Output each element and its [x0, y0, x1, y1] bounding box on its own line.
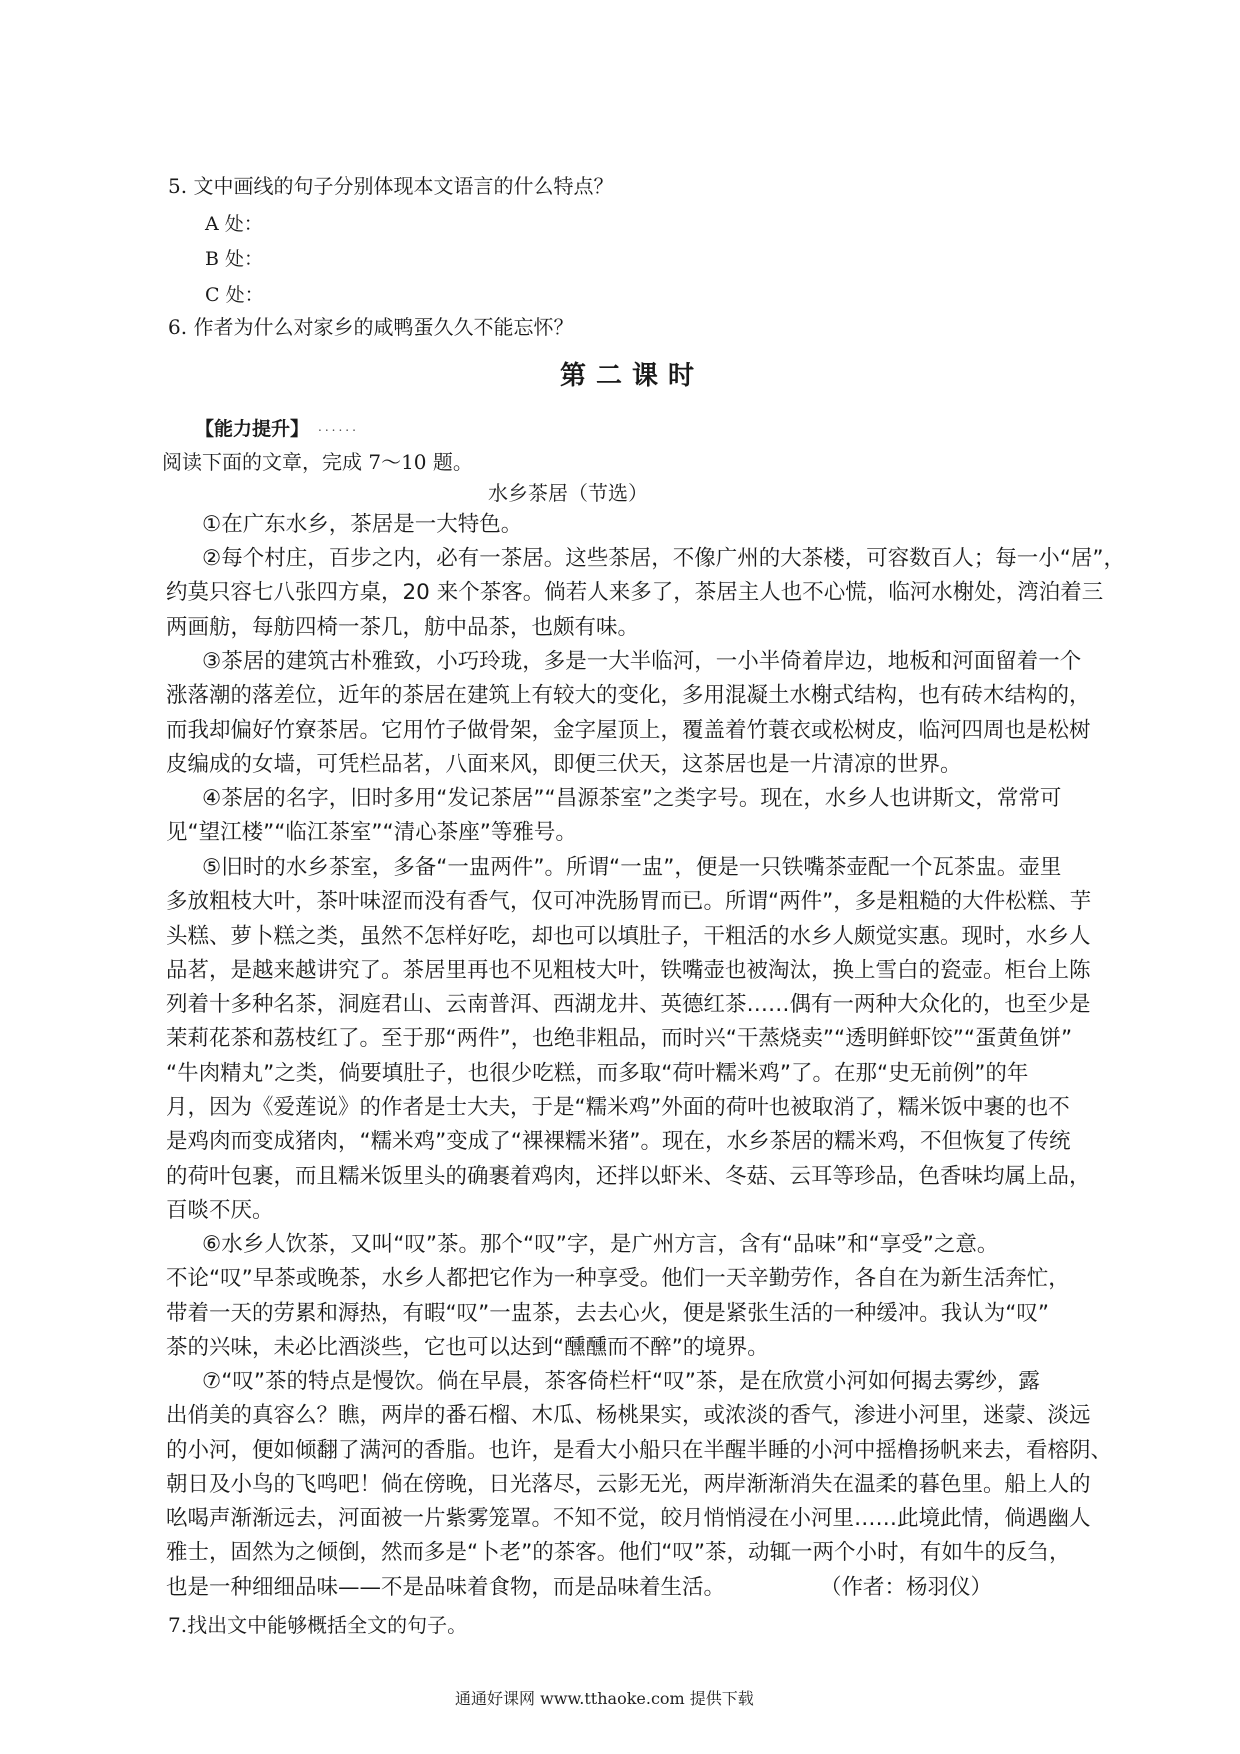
paragraph-line: 涨落潮的落差位，近年的茶居在建筑上有较大的变化，多用混凝土水榭式结构，也有砖木结构的， — [166, 683, 1091, 709]
paragraph-line: 不论“叹”早茶或晚茶，水乡人都把它作为一种享受。他们一天辛勤劳作，各自在为新生活奔忙， — [166, 1266, 1070, 1292]
paragraph-line: “牛肉精丸”之类，倘要填肚子，也很少吃糕，而多取“荷叶糯米鸡”了。在那“史无前例”的年 — [166, 1060, 1029, 1086]
paragraph-2 — [166, 542, 1125, 645]
paragraph-line: 皮编成的女墙，可凭栏品茗，八面来风，即便三伏天，这茶居也是一片清凉的世界。 — [166, 751, 962, 777]
paragraph-line: ⑤旧时的水乡茶室，多备“一盅两件”。所谓“一盅”，便是一只铁嘴茶壶配一个瓦茶盅。壶里 — [202, 855, 1062, 880]
paragraph-line: 多放粗枝大叶，茶叶味涩而没有香气，仅可冲洗肠胃而已。所谓“两件”，多是粗糙的大件松糕、芋 — [166, 889, 1092, 915]
lesson-title: 第二课时 — [560, 361, 705, 391]
paragraph-line: 也是一种细细品味——不是品味着食物，而是品味着生活。 — [166, 1574, 726, 1600]
paragraph-line: 茶的兴味，未必比酒淡些，它也可以达到“醺醺而不醉”的境界。 — [166, 1334, 769, 1360]
paragraph-line: 吆喝声渐渐远去，河面被一片紫雾笼罩。不知不觉，皎月悄悄浸在小河里……此境此情，倘遇幽人 — [166, 1506, 1091, 1532]
paragraph-line: 带着一天的劳累和溽热，有暇“叹”一盅茶，去去心火，便是紧张生活的一种缓冲。我认为“叹” — [166, 1300, 1050, 1326]
paragraph-line: ①在广东水乡，茶居是一大特色。 — [202, 512, 523, 537]
paragraph-line: 的小河，便如倾翻了满河的香脂。也许，是看大小船只在半醒半睡的小河中摇橹扬帆来去，看榕阴、 — [166, 1437, 1113, 1463]
paragraph-line: ⑥水乡人饮茶，又叫“叹”茶。那个“叹”字，是广州方言，含有“品味”和“享受”之意。 — [202, 1232, 999, 1257]
reading-instruction: 阅读下面的文章，完成 7～10 题。 — [162, 450, 473, 474]
answer-a-label: A 处： — [205, 213, 263, 235]
paragraph-line: 两画舫，每舫四椅一茶几，舫中品茶，也颇有味。 — [166, 614, 640, 640]
question-6: 6. 作者为什么对家乡的咸鸭蛋久久不能忘怀？ — [168, 315, 574, 339]
paragraph-3 — [166, 645, 1091, 782]
question-7: 7.找出文中能够概括全文的句子。 — [168, 1613, 468, 1637]
paragraph-line: 朝日及小鸟的飞鸣吧！倘在傍晚，日光落尽，云影无光，两岸渐渐消失在温柔的暮色里。船上人的 — [166, 1471, 1091, 1497]
question-5: 5. 文中画线的句子分别体现本文语言的什么特点？ — [168, 174, 614, 198]
paragraph-line: ③茶居的建筑古朴雅致，小巧玲珑，多是一大半临河，一小半倚着岸边，地板和河面留着一个 — [202, 649, 1082, 674]
paragraph-line: 头糕、萝卜糕之类，虽然不怎样好吃，却也可以填肚子，干粗活的水乡人颇觉实惠。现时，水乡人 — [166, 923, 1091, 949]
paragraph-1 — [202, 508, 522, 542]
paragraph-4 — [166, 782, 1061, 851]
paragraph-7 — [166, 1365, 1112, 1605]
paragraph-6 — [166, 1228, 1070, 1365]
footer-credit: 通通好课网 www.tthaoke.com 提供下载 — [455, 1689, 754, 1708]
paragraph-line: 月，因为《爱莲说》的作者是士大夫，于是“糯米鸡”外面的荷叶也被取消了，糯米饭中裹的也不 — [166, 1095, 1070, 1121]
paragraph-line: 百啖不厌。 — [166, 1197, 274, 1223]
article-author: （作者：杨羽仪） — [820, 1575, 993, 1600]
answer-c-label: C 处： — [205, 284, 264, 306]
paragraph-line: ④茶居的名字，旧时多用“发记茶居”“昌源茶室”之类字号。现在，水乡人也讲斯文，常常可 — [202, 786, 1062, 811]
paragraph-line: 出俏美的真容么？瞧，两岸的番石榴、木瓜、杨桃果实，或浓淡的香气，渗进小河里，迷蒙、淡远 — [166, 1403, 1091, 1429]
paragraph-line: 是鸡肉而变成猪肉，“糯米鸡”变成了“裸裸糯米猪”。现在，水乡茶居的糯米鸡，不但恢复了传统 — [166, 1129, 1071, 1155]
paragraph-line: 雅士，固然为之倾倒，然而多是“卜老”的茶客。他们“叹”茶，动辄一两个小时，有如牛的反刍， — [166, 1540, 1071, 1566]
paragraph-line: 列着十多种名茶，洞庭君山、云南普洱、西湖龙井、英德红茶……偶有一两种大众化的，也至少是 — [166, 992, 1091, 1018]
paragraph-5 — [166, 851, 1091, 1228]
paragraph-line: 茉莉花茶和荔枝红了。至于那“两件”，也绝非粗品，而时兴“干蒸烧卖”“透明鲜虾饺”“蛋黄鱼饼” — [166, 1026, 1073, 1052]
paragraph-line: ⑦“叹”茶的特点是慢饮。倘在早晨，茶客倚栏杆“叹”茶，是在欣赏小河如何揭去雾纱，露 — [202, 1369, 1040, 1394]
paragraph-line: 的荷叶包裹，而且糯米饭里头的确裹着鸡肉，还拌以虾米、冬菇、云耳等珍品，色香味均属上品， — [166, 1163, 1091, 1189]
paragraph-line: 见“望江楼”“临江茶室”“清心茶座”等雅号。 — [166, 820, 577, 846]
paragraph-line: ②每个村庄，百步之内，必有一茶居。这些茶居，不像广州的大茶楼，可容数百人；每一小“居”， — [202, 546, 1126, 571]
article-title: 水乡茶居（节选） — [488, 481, 648, 505]
section-label: 【能力提升】 — [195, 418, 310, 440]
paragraph-line: 约莫只容七八张四方桌，20 来个茶客。倘若人来多了，茶居主人也不心慌，临河水榭处，湾泊着三 — [166, 580, 1104, 606]
paragraph-line: 品茗，是越来越讲究了。茶居里再也不见粗枝大叶，铁嘴壶也被淘汰，换上雪白的瓷壶。柜台上陈 — [166, 957, 1091, 983]
answer-b-label: B 处： — [205, 248, 264, 270]
paragraph-line: 而我却偏好竹寮茶居。它用竹子做骨架，金字屋顶上，覆盖着竹蓑衣或松树皮，临河四周也是松树 — [166, 717, 1091, 743]
section-emphasis-dots: ...... — [318, 420, 359, 434]
